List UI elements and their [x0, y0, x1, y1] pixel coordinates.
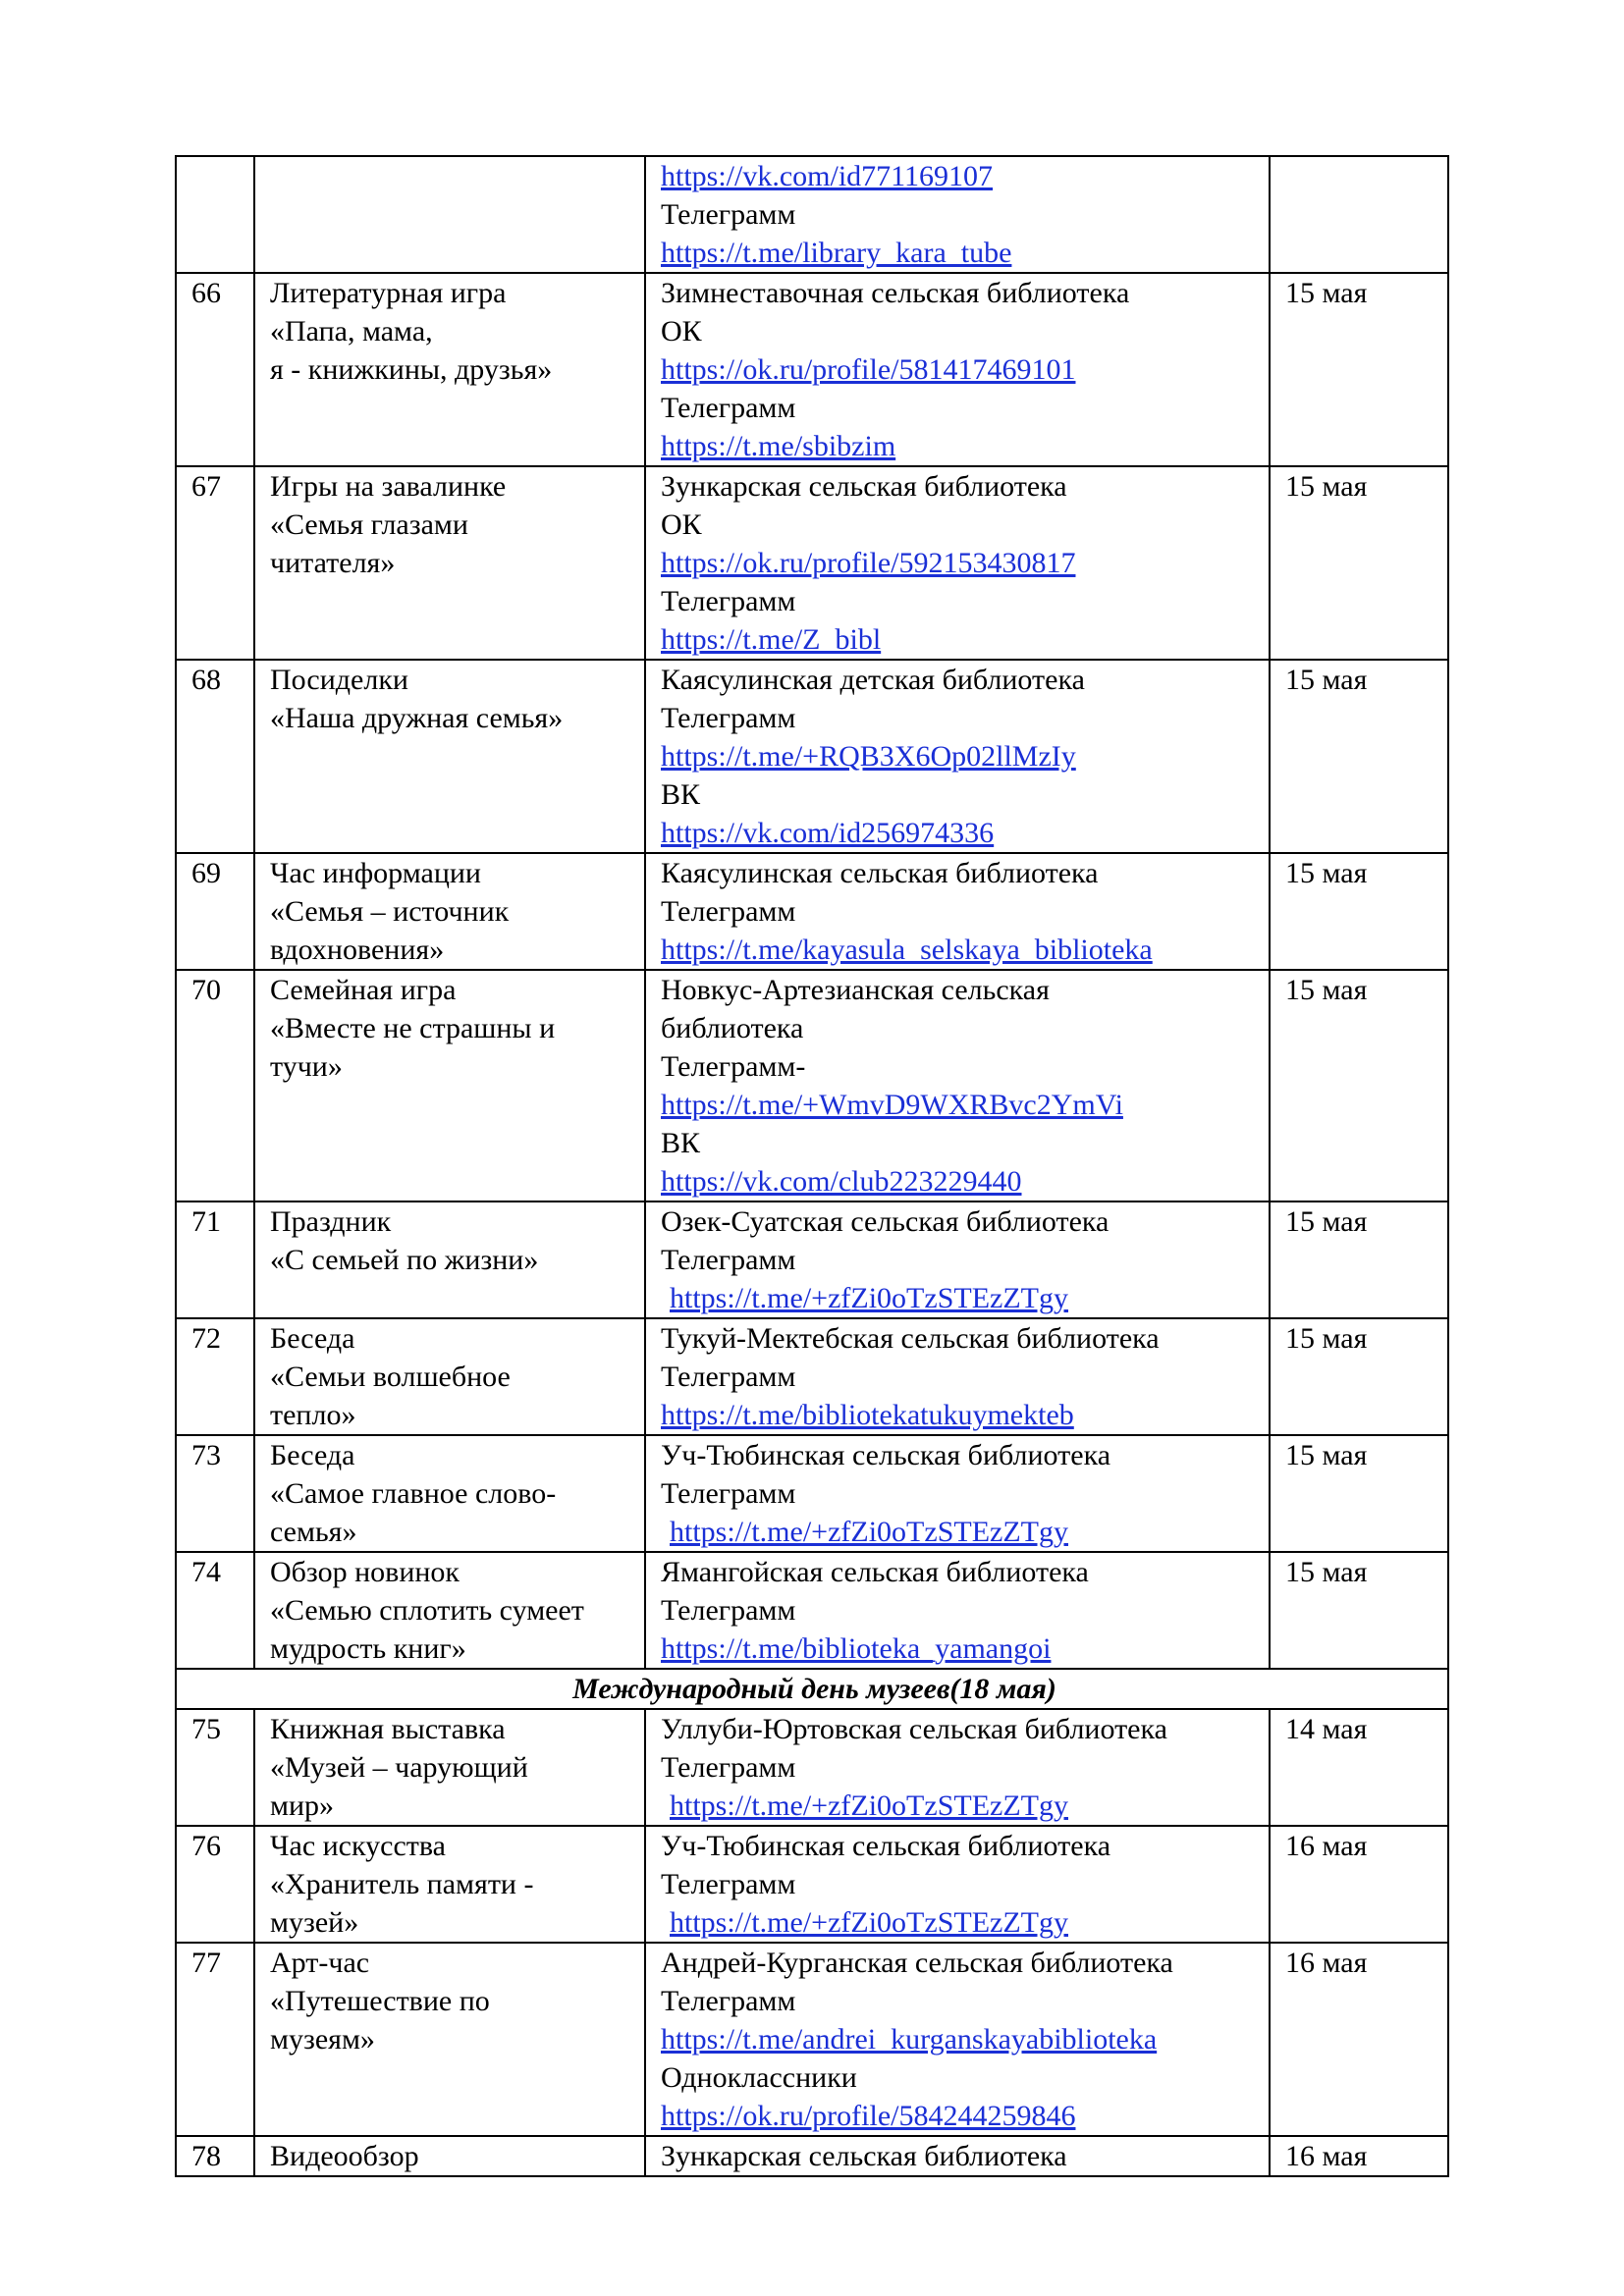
venue-text: Новкус-Артезианская сельская: [661, 974, 1050, 1006]
event-title-line: «Семья – источник: [270, 895, 510, 928]
venue-link[interactable]: https://ok.ru/profile/581417469101: [661, 353, 1076, 386]
venue-text: Уч-Тюбинская сельская библиотека: [661, 1830, 1111, 1862]
event-title-line: тучи»: [270, 1050, 343, 1083]
venue-link[interactable]: https://vk.com/id256974336: [661, 817, 995, 849]
event-date: 14 мая: [1270, 1709, 1448, 1826]
event-title-cell: [254, 2136, 645, 2176]
venue-text: Телеграмм: [661, 1594, 796, 1627]
event-title-cell: [254, 1318, 645, 1435]
event-title-cell: [254, 1435, 645, 1552]
venue-text: Зункарская сельская библиотека: [661, 470, 1067, 503]
row-number: 76: [176, 1826, 254, 1943]
table-row: [176, 660, 1448, 853]
event-date: 15 мая: [1270, 1201, 1448, 1318]
venue-link[interactable]: https://vk.com/club223229440: [661, 1165, 1022, 1198]
event-title-line: семья»: [270, 1516, 357, 1548]
venue-text: Телеграмм: [661, 1985, 796, 2017]
row-number: 71: [176, 1201, 254, 1318]
event-title-line: мудрость книг»: [270, 1632, 466, 1665]
event-title-cell: [254, 466, 645, 660]
venue-cell: [645, 1826, 1270, 1943]
venue-link[interactable]: https://ok.ru/profile/592153430817: [661, 547, 1076, 579]
venue-text: Телеграмм-: [661, 1050, 806, 1083]
venue-cell: [645, 1709, 1270, 1826]
venue-link[interactable]: https://t.me/+zfZi0oTzSTEzZTgy: [670, 1282, 1068, 1314]
event-title-line: «Самое главное слово-: [270, 1477, 557, 1510]
event-title-line: «Семья глазами: [270, 508, 468, 541]
venue-link[interactable]: https://t.me/andrei_kurganskayabiblioteka: [661, 2023, 1158, 2056]
event-title-cell: [254, 1709, 645, 1826]
venue-cell: [645, 466, 1270, 660]
venue-text: ВК: [661, 778, 701, 811]
venue-cell: [645, 660, 1270, 853]
event-title-line: «Семьи волшебное: [270, 1361, 511, 1393]
venue-text: Телеграмм: [661, 1751, 796, 1784]
row-number: 77: [176, 1943, 254, 2136]
venue-text: Андрей-Курганская сельская библиотека: [661, 1947, 1173, 1979]
event-title-line: «С семьей по жизни»: [270, 1244, 539, 1276]
row-number: 72: [176, 1318, 254, 1435]
event-title-line: Беседа: [270, 1439, 355, 1471]
row-number: 74: [176, 1552, 254, 1669]
table-row: [176, 853, 1448, 970]
venue-cell: [645, 853, 1270, 970]
event-title-cell: [254, 1943, 645, 2136]
event-date: [1270, 156, 1448, 273]
event-title-line: тепло»: [270, 1399, 356, 1431]
event-title-line: «Семью сплотить сумеет: [270, 1594, 584, 1627]
event-date: 15 мая: [1270, 853, 1448, 970]
venue-cell: [645, 1552, 1270, 1669]
event-title-line: «Наша дружная семья»: [270, 702, 564, 734]
venue-cell: [645, 1943, 1270, 2136]
venue-link[interactable]: https://t.me/library_kara_tube: [661, 237, 1012, 269]
venue-link[interactable]: https://t.me/+RQB3X6Op02llMzIy: [661, 740, 1076, 773]
row-number: 75: [176, 1709, 254, 1826]
venue-cell: [645, 2136, 1270, 2176]
row-number: 67: [176, 466, 254, 660]
venue-link[interactable]: https://t.me/+WmvD9WXRBvc2YmVi: [661, 1089, 1123, 1121]
events-table: [175, 155, 1449, 2177]
venue-text: Телеграмм: [661, 585, 796, 617]
event-date: 16 мая: [1270, 1943, 1448, 2136]
event-title-line: Игры на завалинке: [270, 470, 507, 503]
table-row: [176, 1943, 1448, 2136]
venue-cell: [645, 1318, 1270, 1435]
table-row: [176, 273, 1448, 466]
event-date: 16 мая: [1270, 1826, 1448, 1943]
event-title-line: Посиделки: [270, 664, 408, 696]
event-title-line: Праздник: [270, 1205, 392, 1238]
event-title-line: Беседа: [270, 1322, 355, 1355]
event-date: 15 мая: [1270, 1318, 1448, 1435]
event-date: 15 мая: [1270, 273, 1448, 466]
venue-text: ВК: [661, 1127, 701, 1159]
venue-link[interactable]: https://t.me/+zfZi0oTzSTEzZTgy: [670, 1906, 1068, 1939]
venue-text: Телеграмм: [661, 895, 796, 928]
event-title-line: Арт-час: [270, 1947, 370, 1979]
venue-text: Телеграмм: [661, 702, 796, 734]
event-title-line: Обзор новинок: [270, 1556, 460, 1588]
venue-text: Телеграмм: [661, 1868, 796, 1900]
venue-link[interactable]: https://t.me/kayasula_selskaya_biblioteka: [661, 934, 1153, 966]
venue-text: Зункарская сельская библиотека: [661, 2140, 1067, 2172]
venue-link[interactable]: https://t.me/bibliotekatukuymekteb: [661, 1399, 1074, 1431]
venue-cell: [645, 156, 1270, 273]
event-title-line: «Путешествие по: [270, 1985, 490, 2017]
event-date: 15 мая: [1270, 1435, 1448, 1552]
venue-text: Телеграмм: [661, 392, 796, 424]
event-date: 15 мая: [1270, 1552, 1448, 1669]
venue-text: Ямангойская сельская библиотека: [661, 1556, 1089, 1588]
section-row: [176, 1669, 1448, 1709]
event-title-cell: [254, 156, 645, 273]
event-date: 15 мая: [1270, 660, 1448, 853]
event-date: 16 мая: [1270, 2136, 1448, 2176]
venue-text: ОК: [661, 508, 702, 541]
venue-text: Озек-Суатская сельская библиотека: [661, 1205, 1110, 1238]
row-number: 73: [176, 1435, 254, 1552]
event-title-line: «Вместе не страшны и: [270, 1012, 556, 1044]
table-row: [176, 1552, 1448, 1669]
venue-text: ОК: [661, 315, 702, 347]
table-row: [176, 1709, 1448, 1826]
event-title-line: Видеообзор: [270, 2140, 419, 2172]
event-date: 15 мая: [1270, 970, 1448, 1201]
events-table-body: [176, 156, 1448, 2176]
event-title-cell: [254, 853, 645, 970]
event-title-line: читателя»: [270, 547, 396, 579]
row-number: 68: [176, 660, 254, 853]
event-date: 15 мая: [1270, 466, 1448, 660]
table-row: [176, 466, 1448, 660]
venue-text: Тукуй-Мектебская сельская библиотека: [661, 1322, 1160, 1355]
table-row: [176, 156, 1448, 273]
event-title-line: я - книжкины, друзья»: [270, 353, 553, 386]
row-number: 78: [176, 2136, 254, 2176]
venue-text: Каясулинская детская библиотека: [661, 664, 1085, 696]
row-number: 70: [176, 970, 254, 1201]
event-title-line: мир»: [270, 1789, 335, 1822]
venue-link[interactable]: https://t.me/Z_bibl: [661, 623, 882, 656]
row-number: 66: [176, 273, 254, 466]
event-title-line: «Хранитель памяти -: [270, 1868, 534, 1900]
table-row: [176, 970, 1448, 1201]
event-title-cell: [254, 1826, 645, 1943]
event-title-line: Литературная игра: [270, 277, 507, 309]
table-row: [176, 1435, 1448, 1552]
event-title-line: «Папа, мама,: [270, 315, 433, 347]
venue-text: Телеграмм: [661, 1361, 796, 1393]
venue-cell: [645, 970, 1270, 1201]
section-title: Международный день музеев(18 мая): [176, 1669, 1448, 1709]
row-number: 69: [176, 853, 254, 970]
event-title-line: музеям»: [270, 2023, 375, 2056]
venue-text: библиотека: [661, 1012, 804, 1044]
venue-text: Уч-Тюбинская сельская библиотека: [661, 1439, 1111, 1471]
event-title-line: Семейная игра: [270, 974, 457, 1006]
venue-text: Уллуби-Юртовская сельская библиотека: [661, 1713, 1167, 1745]
table-row: [176, 1201, 1448, 1318]
event-title-cell: [254, 273, 645, 466]
event-title-cell: [254, 1552, 645, 1669]
venue-text: Зимнеставочная сельская библиотека: [661, 277, 1130, 309]
event-title-line: Час информации: [270, 857, 481, 889]
venue-link[interactable]: https://t.me/biblioteka_yamangoi: [661, 1632, 1052, 1665]
venue-text: Телеграмм: [661, 198, 796, 231]
venue-link[interactable]: https://t.me/+zfZi0oTzSTEzZTgy: [670, 1789, 1068, 1822]
event-title-line: «Музей – чарующий: [270, 1751, 528, 1784]
venue-text: Каясулинская сельская библиотека: [661, 857, 1099, 889]
venue-link[interactable]: https://t.me/+zfZi0oTzSTEzZTgy: [670, 1516, 1068, 1548]
venue-cell: [645, 273, 1270, 466]
venue-link[interactable]: https://t.me/sbibzim: [661, 430, 896, 462]
event-title-cell: [254, 970, 645, 1201]
event-title-line: Книжная выставка: [270, 1713, 506, 1745]
table-row: [176, 2136, 1448, 2176]
venue-link[interactable]: https://ok.ru/profile/584244259846: [661, 2100, 1076, 2132]
event-title-line: музей»: [270, 1906, 359, 1939]
venue-text: Одноклассники: [661, 2061, 857, 2094]
event-title-cell: [254, 1201, 645, 1318]
table-row: [176, 1318, 1448, 1435]
event-title-line: Час искусства: [270, 1830, 446, 1862]
event-title-cell: [254, 660, 645, 853]
row-number: [176, 156, 254, 273]
venue-cell: [645, 1201, 1270, 1318]
venue-text: Телеграмм: [661, 1244, 796, 1276]
table-row: [176, 1826, 1448, 1943]
venue-text: Телеграмм: [661, 1477, 796, 1510]
event-title-line: вдохновения»: [270, 934, 445, 966]
venue-link[interactable]: https://vk.com/id771169107: [661, 160, 994, 192]
venue-cell: [645, 1435, 1270, 1552]
